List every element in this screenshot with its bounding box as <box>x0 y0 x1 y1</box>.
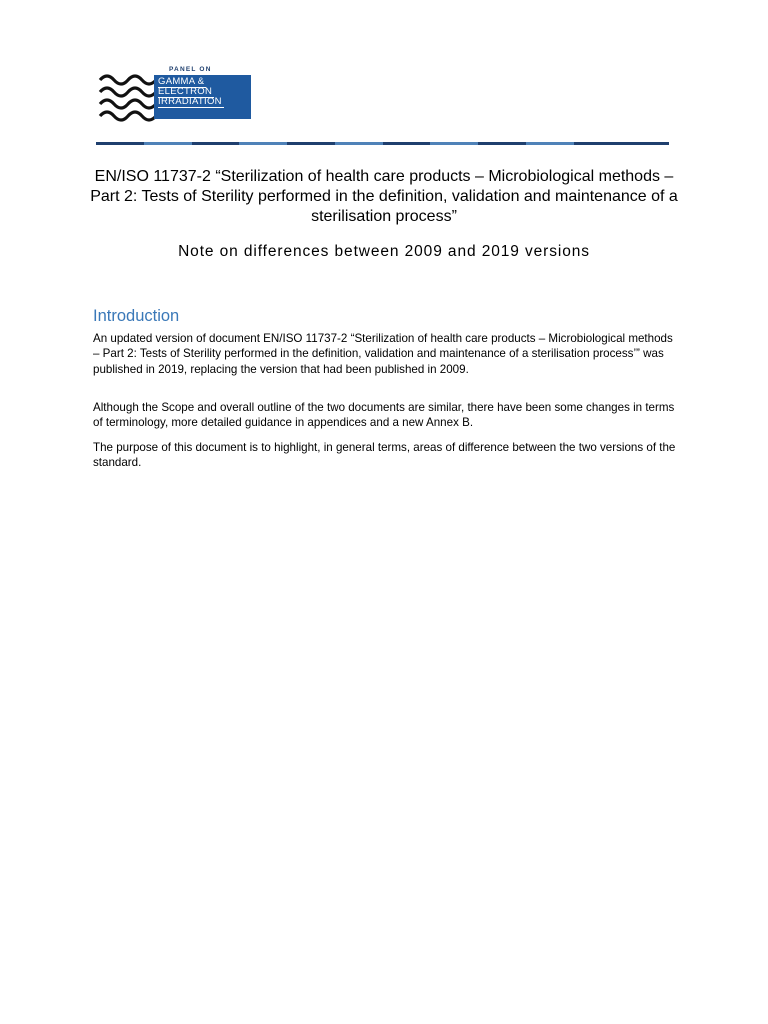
header-divider <box>96 142 669 145</box>
logo-panel-on-text: PANEL ON <box>169 66 212 73</box>
panel-logo <box>98 66 254 124</box>
logo-line-electron: ELECTRON <box>158 86 213 97</box>
document-title: EN/ISO 11737-2 “Sterilization of health care products – Microbiological methods – Part 2: Tests of Sterility performed in the definition, validation and maintenance of a sterilisation process” <box>90 168 678 225</box>
section-heading-introduction: Introduction <box>93 307 180 325</box>
wave-emblem-icon <box>98 72 162 124</box>
paragraph: The purpose of this document is to highlight, in general terms, areas of difference between the two versions of the standard. <box>93 441 676 470</box>
paragraph: Although the Scope and overall outline of the two documents are similar, there have been some changes in terms of terminology, more detailed guidance in appendices and a new Annex B. <box>93 401 675 430</box>
logo-text-box <box>154 75 251 119</box>
logo-line-irradiation: IRRADIATION <box>158 96 222 107</box>
document-subtitle: Note on differences between 2009 and 2019 versions <box>178 243 590 260</box>
logo-line-gamma: GAMMA & <box>158 76 205 87</box>
paragraph: An updated version of document EN/ISO 11737-2 “Sterilization of health care products – Microbiological methods – Part 2: Tests of Sterility performed in the definition, validation and maintenance of a sterilisation process’” was published in 2019, replacing the version that had been published in 2009. <box>93 332 673 376</box>
